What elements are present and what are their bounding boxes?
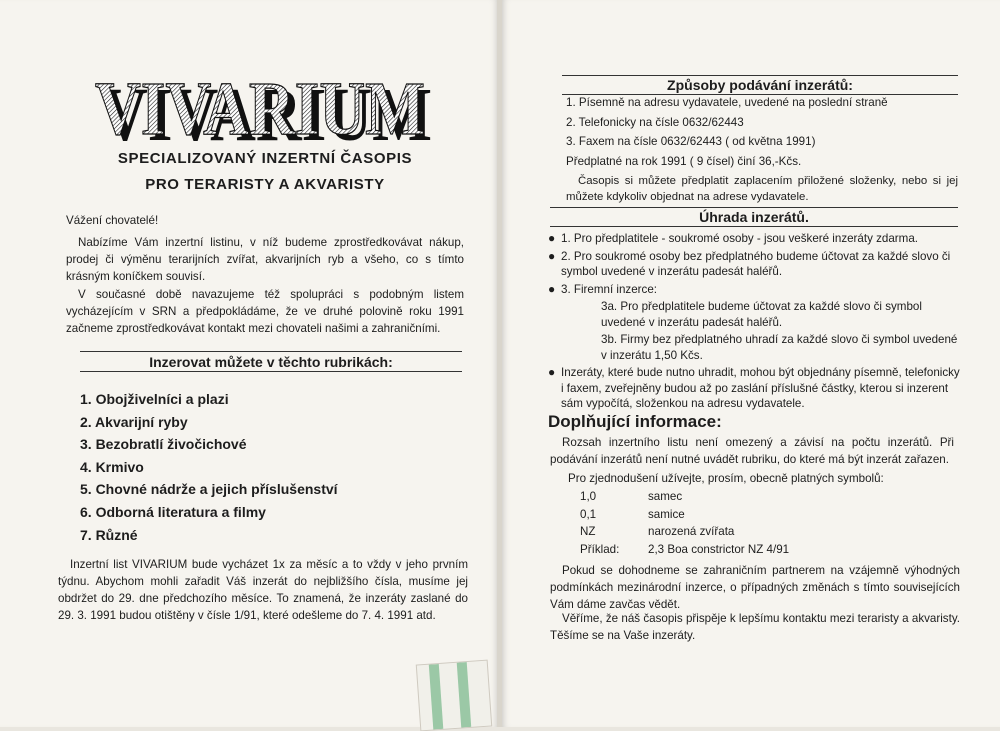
- greeting: Vážení chovatelé!: [66, 214, 159, 227]
- symbols-intro: Pro zjednodušení užívejte, prosím, obecně platných symbolů:: [568, 472, 884, 485]
- payment-item: ● 1. Pro předplatitele - soukromé osoby - jsou veškeré inzeráty zdarma.: [548, 231, 918, 245]
- subtitle-line-1: SPECIALIZOVANÝ INZERTNÍ ČASOPIS: [117, 150, 413, 167]
- symbol-row: 0,1 samice: [580, 507, 685, 521]
- methods-top-rule: [562, 75, 958, 76]
- payment-item: ● Inzeráty, které bude nutno uhradit, mohou být objednány písemně, telefonicky i faxem, zveřejněny budou až po zaslání příslušné částky, kterou si inzerent sám vypočítá, složenkou na adresu vydavatele.: [548, 365, 960, 410]
- payment-subitem: 3a. Pro předplatitele budeme účtovat za každé slovo či symbol uvedené v inzerátu padesát haléřů.: [601, 300, 922, 329]
- payment-item: ● 2. Pro soukromé osoby bez předplatného budeme účtovat za každé slovo či symbol uvedené v inzerátu padesát haléřů.: [548, 248, 951, 278]
- subscription-note: Časopis si můžete předplatit zaplacením přiložené složenky, nebo si jej můžete kdykoliv objednat na adrese vydavatele.: [566, 175, 958, 203]
- subscription-price: Předplatné na rok 1991 ( 9 čísel) činí 36,-Kčs.: [566, 154, 802, 168]
- rubric-item: 2. Akvarijní ryby: [80, 413, 188, 430]
- payment-subitem: 3b. Firmy bez předplatného uhradí za každé slovo či symbol uvedené v inzerátu 1,50 Kčs.: [601, 333, 958, 362]
- info-paragraph-3: Věříme, že náš časopis přispěje k lepšímu kontaktu mezi teraristy a akvaristy. Těšíme se na Vaše inzeráty.: [550, 612, 960, 642]
- symbols-table: [580, 488, 789, 558]
- vivarium-logo: [88, 74, 440, 154]
- payment-list: [548, 231, 960, 414]
- rubrics-top-rule: [80, 351, 462, 352]
- payment-title: Úhrada inzerátů.: [550, 209, 958, 227]
- rubrics-title: Inzerovat můžete v těchto rubrikách:: [80, 354, 462, 372]
- methods-title: Způsoby podávání inzerátů:: [562, 77, 958, 95]
- svg-text:VIVARIUM: VIVARIUM: [102, 74, 432, 154]
- payment-top-rule: [550, 207, 958, 208]
- rubric-item: 1. Obojživelníci a plazi: [80, 391, 229, 407]
- rubrics-list: [80, 388, 338, 546]
- left-page: [0, 0, 498, 727]
- info-paragraph-1: Rozsah inzertního listu není omezený a závisí na počtu inzerátů. Při podávání inzerátů není nutné uvádět rubriku, do které má být inzerát zařazen.: [550, 436, 954, 466]
- vivarium-logo-graphic: [88, 74, 440, 154]
- rubric-item: 6. Odborná literatura a filmy: [80, 503, 266, 520]
- payment-slip-fragment: [416, 660, 492, 731]
- intro-paragraph-2: V současné době navazujeme též spolupráci s podobným listem vycházejícím v SRN a předpokládáme, že ve druhé polovině roku 1991 začneme zprostředkovávat kontakt mezi chovateli našimi a zahraničními.: [66, 288, 464, 335]
- payment-item: ● 3. Firemní inzerce: 3a. Pro předplatitele budeme účtovat za každé slovo či symbol uvedené v inzerátu padesát haléřů. 3b. Firmy bez předplatného uhradí za každé slovo či symbol uvedené v inzerátu 1,50 Kčs.: [548, 282, 960, 364]
- intro-paragraph-1: Nabízíme Vám inzertní listinu, v níž budeme zprostředkovávat nákup, prodej či výměnu terarijních zvířat, akvarijních ryb a všeho, co s tímto krásným koníčkem souvisí.: [66, 236, 464, 283]
- rubric-item: 7. Různé: [80, 526, 138, 543]
- method-item: 3. Faxem na čísle 0632/62443 ( od května 1991): [566, 135, 816, 148]
- rubric-item: 5. Chovné nádrže a jejich příslušenství: [80, 481, 338, 498]
- symbol-row: NZ narozená zvířata: [580, 525, 735, 539]
- info-paragraph-2: Pokud se dohodneme se zahraničním partnerem na vzájemně výhodných podmínkách mezinárodní inzerce, o případných změnách s tímto souvisejících Vám dáme zavčas vědět.: [550, 564, 960, 611]
- methods-list: [566, 93, 888, 171]
- method-item: 2. Telefonicky na čísle 0632/62443: [566, 115, 744, 129]
- logo-text: VIVARIUM: [95, 74, 425, 151]
- subtitle-line-2: PRO TERARISTY A AKVARISTY: [145, 176, 385, 193]
- symbol-row: Příklad: 2,3 Boa constrictor NZ 4/91: [580, 542, 790, 556]
- info-title: Doplňující informace:: [548, 412, 722, 431]
- rubric-item: 3. Bezobratlí živočichové: [80, 436, 247, 453]
- rubric-item: 4. Krmivo: [80, 458, 144, 475]
- publication-note: Inzertní list VIVARIUM bude vycházet 1x za měsíc a to vždy v jeho prvním týdnu. Abychom mohli zařadit Váš inzerát do nejbližšího čísla, musíme jej obdržet do 29. dne předchozího měsíce. To znamená, že inzeráty zaslané do 29. 3. 1991 budou otištěny v čísle 1/91, které odešleme do 7. 4. 1991 atd.: [58, 558, 468, 622]
- symbol-row: 1,0 samec: [580, 490, 683, 504]
- method-item: 1. Písemně na adresu vydavatele, uvedené na poslední straně: [566, 96, 888, 109]
